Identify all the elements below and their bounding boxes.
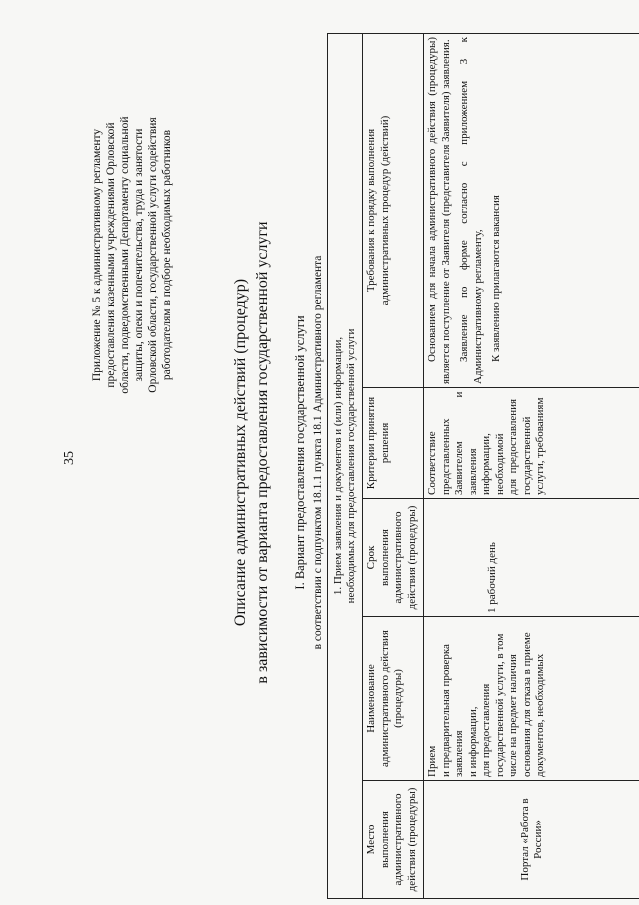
variant-heading: I. Вариант предоставления государственной услуги	[293, 315, 307, 590]
section-row	[328, 33, 363, 898]
cell-place: Портал «Работа в России»	[424, 781, 639, 899]
column-header-term: Срок выполнения административного действия (процедуры)	[363, 499, 424, 617]
requirement-paragraph: Заявление по форме согласно с приложением 3 к Административному регламенту,	[458, 36, 484, 384]
appendix-note	[90, 90, 174, 420]
requirement-paragraph: К заявлению прилагаются вакансия	[490, 195, 502, 362]
requirement-paragraph: Основанием для начала административного действия (процедуры) является поступление от Заявителя (представителя Заявителя) заявления.	[426, 36, 452, 384]
appendix-line: предоставления казенными учреждениями Орловской	[105, 122, 117, 388]
cell-requirements	[424, 33, 639, 387]
column-header-action: Наименование административного действия (процедуры)	[363, 617, 424, 781]
cell-action: Прием и предварительная проверка заявления и информации, для предоставления государственной услуги, в том числе на предмет наличия основания для отказа в приеме документов, необходимых	[424, 617, 639, 781]
document-subtitle: в зависимости от варианта предоставления государственной услуги	[254, 221, 271, 684]
column-header-criteria: Критерии принятия решения	[363, 388, 424, 499]
appendix-line: работодателям в подборе необходимых работников	[161, 129, 173, 381]
cell-term: 1 рабочий день	[424, 499, 639, 617]
cell-criteria: Соответствие представленных Заявителем и заявления информации, необходимой для предоставления государственной услуги, требованиям	[424, 388, 639, 499]
document-title: Описание административных действий (процедур)	[232, 278, 249, 627]
appendix-line: области, подведомственными Департаменту социальной	[119, 116, 131, 394]
procedure-table	[327, 33, 639, 899]
header-row	[363, 33, 424, 898]
appendix-line: защиты, опеки и попечительства, труда и занятости	[133, 128, 145, 382]
variant-basis: в соответствии с подпунктом 18.1.1 пункта 18.1 Административного регламента	[312, 255, 324, 650]
column-header-requirements: Требования к порядку выполнения административных процедур (действий)	[363, 33, 424, 387]
page-number: 35	[62, 451, 77, 465]
appendix-line: Приложение № 5 к административному регламенту	[91, 128, 103, 382]
column-header-place: Место выполнения административного действия (процедуры)	[363, 781, 424, 899]
section-title: 1. Прием заявления и документов и (или) информации, необходимых для предоставления государственной услуги	[328, 33, 363, 898]
appendix-line: Орловской области, государственной услуги содействия	[147, 117, 159, 393]
table-row	[424, 33, 639, 898]
